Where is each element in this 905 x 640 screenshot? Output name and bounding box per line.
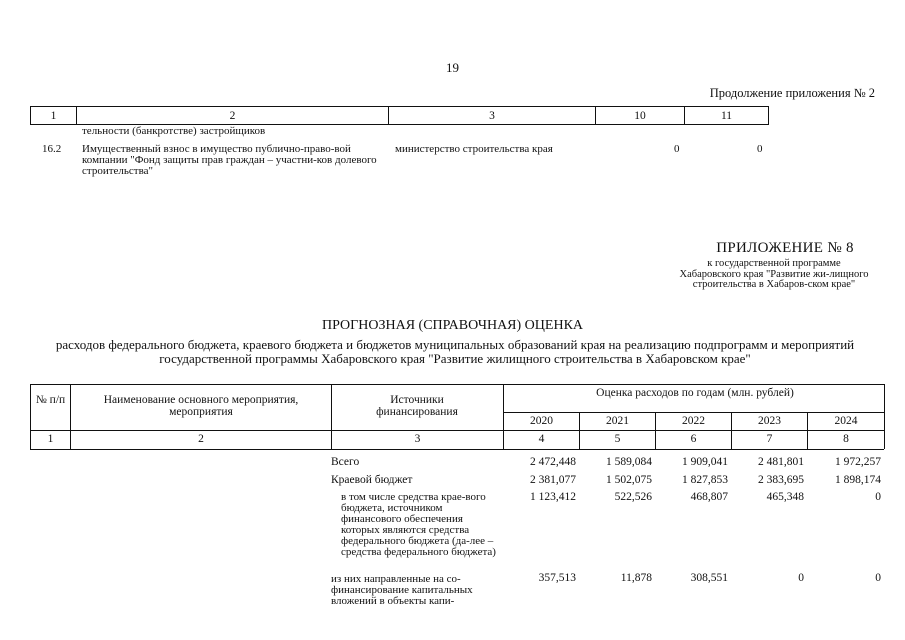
row-value: 1 827,853 xyxy=(682,474,728,486)
row-value: 308,551 xyxy=(690,572,728,584)
row-label: в том числе средства крае-вого бюджета, источником финансового обеспечения которых являются средства федерального бюджета (да-лее – средства федерального бюджета) xyxy=(341,491,496,558)
row-label: из них направленные на со-финансирование капитальных вложений в объекты капи- xyxy=(331,573,473,607)
appendix-subtitle: к государственной программе Хабаровского края "Развитие жи-лищного строительства в Хабаров-ском крае" xyxy=(679,258,869,290)
col-name-header: Наименование основного мероприятия, мероприятия xyxy=(103,394,299,418)
index-7: 7 xyxy=(766,433,773,445)
col-source-header: Источники финансирования xyxy=(376,394,458,418)
row-value: 1 589,084 xyxy=(606,456,652,468)
year-2022: 2022 xyxy=(682,415,705,427)
index-6: 6 xyxy=(690,433,697,445)
year-2020: 2020 xyxy=(530,415,553,427)
row-value: 2 481,801 xyxy=(758,456,804,468)
row-value: 465,348 xyxy=(766,491,804,503)
row-label: Краевой бюджет xyxy=(331,474,413,486)
row-value: 357,513 xyxy=(538,572,576,584)
row-value: 1 909,041 xyxy=(682,456,728,468)
row-executor: министерство строительства края xyxy=(395,143,553,155)
row-value: 1 972,257 xyxy=(835,456,881,468)
top-col-10: 10 xyxy=(634,110,646,122)
top-col-2: 2 xyxy=(229,110,236,122)
top-col-1: 1 xyxy=(50,110,57,122)
col-num-header: № п/п xyxy=(35,394,66,406)
appendix-title: ПРИЛОЖЕНИЕ № 8 xyxy=(716,240,854,256)
row-col10: 0 xyxy=(674,143,680,155)
index-2: 2 xyxy=(198,433,204,445)
row-value: 2 381,077 xyxy=(530,474,576,486)
row-value: 522,526 xyxy=(614,491,652,503)
row-value: 1 898,174 xyxy=(835,474,881,486)
row-number: 16.2 xyxy=(42,143,62,155)
row-value: 2 472,448 xyxy=(530,456,576,468)
col-estimate-header: Оценка расходов по годам (млн. рублей) xyxy=(596,387,794,399)
carry-over-text: тельности (банкротстве) застройщиков xyxy=(82,125,266,137)
index-4: 4 xyxy=(538,433,545,445)
row-col11: 0 xyxy=(757,143,763,155)
row-value: 0 xyxy=(875,572,881,584)
row-value: 0 xyxy=(798,572,804,584)
continuation-note: Продолжение приложения № 2 xyxy=(709,86,875,100)
document-subheading: расходов федерального бюджета, краевого бюджета и бюджетов муниципальных образований края на реализацию подпрограмм и мероприятий государственной программы Хабаровского края "Развитие жилищного строительства в Хабаровском крае" xyxy=(55,337,855,366)
row-value: 2 383,695 xyxy=(758,474,804,486)
row-value: 1 123,412 xyxy=(530,491,576,503)
row-name: Имущественный взнос в имущество публично-право-вой компании "Фонд защиты прав граждан – участни-ков долевого строительства" xyxy=(82,143,377,177)
index-5: 5 xyxy=(614,433,621,445)
index-3: 3 xyxy=(414,433,421,445)
index-1: 1 xyxy=(47,433,54,445)
top-col-3: 3 xyxy=(489,110,495,122)
row-value: 11,878 xyxy=(620,572,652,584)
page-number: 19 xyxy=(446,60,459,75)
top-col-11: 11 xyxy=(720,110,733,122)
index-8: 8 xyxy=(843,433,849,445)
year-2021: 2021 xyxy=(606,415,629,427)
row-value: 468,807 xyxy=(690,491,728,503)
row-value: 1 502,075 xyxy=(606,474,652,486)
year-2023: 2023 xyxy=(758,415,781,427)
row-label: Всего xyxy=(331,456,360,468)
document-heading: ПРОГНОЗНАЯ (СПРАВОЧНАЯ) ОЦЕНКА xyxy=(321,318,584,333)
row-value: 0 xyxy=(875,491,881,503)
year-2024: 2024 xyxy=(834,415,858,427)
